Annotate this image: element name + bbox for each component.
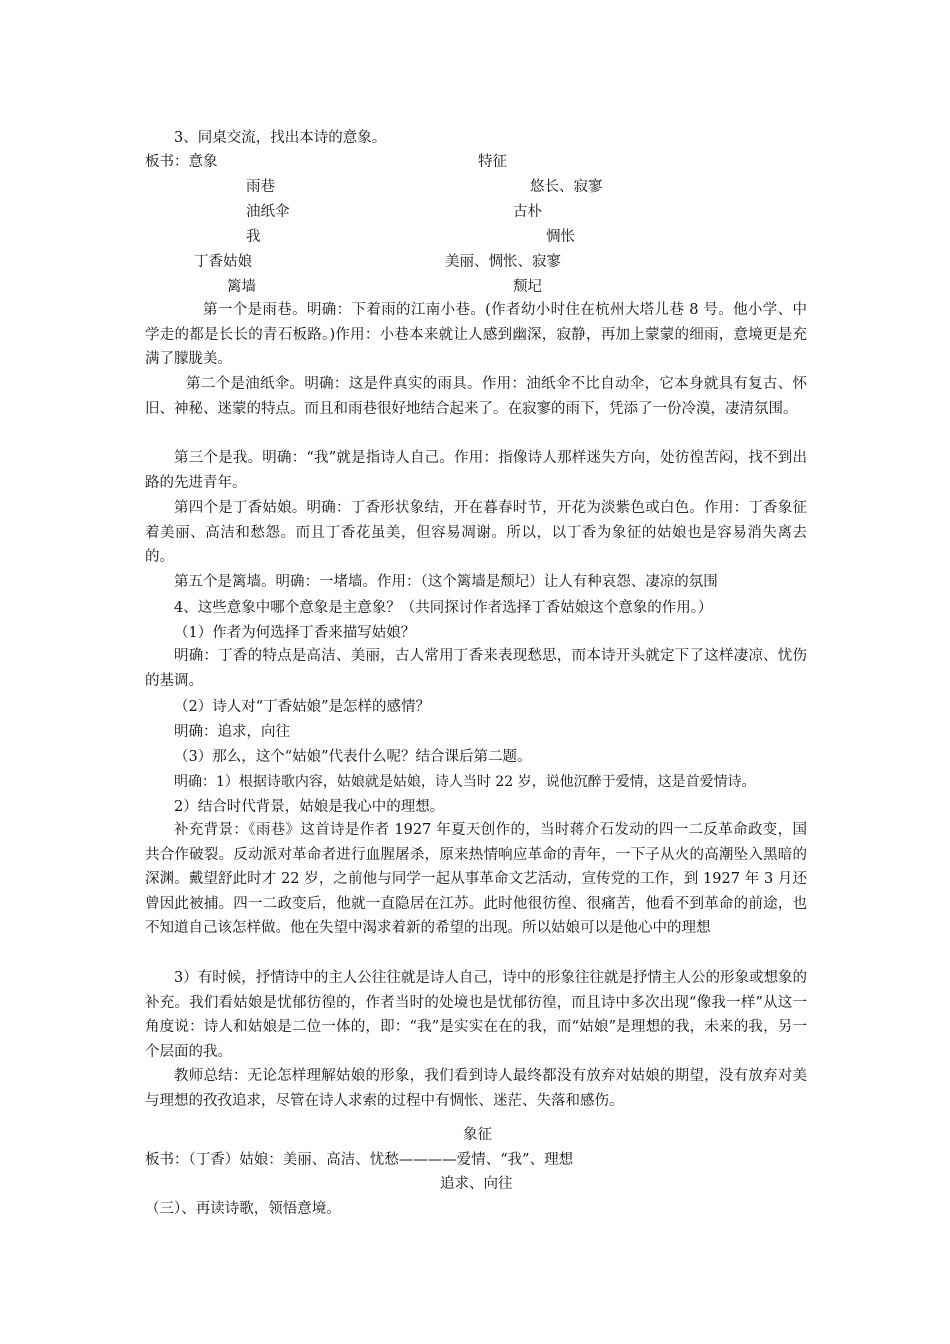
- answer-4-3-part2: 2）结合时代背景，姑娘是我心中的理想。: [174, 799, 445, 815]
- imagery-umbrella: 油纸伞: [246, 204, 290, 220]
- symbol-label: 象征: [463, 1127, 492, 1143]
- step-3-line: 3、同桌交流，找出本诗的意象。: [174, 130, 387, 146]
- paragraph-fence: 第五个是篱墙。明确：一堵墙。作用：（这个篱墙是颓圮）让人有种哀怨、凄凉的氛围: [174, 574, 718, 590]
- teacher-summary: 教师总结：无论怎样理解姑娘的形象，我们看到诗人最终都没有放弃对姑娘的期望，没有放弃对美与理想的孜孜追求，尽管在诗人求索的过程中有惆怅、迷茫、失落和感伤。: [145, 1068, 807, 1109]
- feature-rain-lane: 悠长、寂寥: [530, 179, 603, 195]
- question-4-3: （3）那么，这个“姑娘”代表什么呢？结合课后第二题。: [174, 749, 532, 765]
- answer-4-3-part1: 明确：1）根据诗歌内容，姑娘就是姑娘，诗人当时 22 岁，说他沉醉于爱情，这是首爱情诗。: [174, 774, 756, 790]
- paragraph-rain-lane: 第一个是雨巷。明确：下着雨的江南小巷。(作者幼小时住在杭州大塔儿巷 8 号。他小学、中学走的都是长长的青石板路。)作用：小巷本来就让人感到幽深，寂静，再加上蒙蒙的细雨，意境更是充满了朦胧美。: [145, 302, 807, 367]
- imagery-me: 我: [246, 229, 261, 245]
- feature-lilac-girl: 美丽、惆怅、寂寥: [445, 254, 561, 270]
- feature-fence: 颓圮: [513, 279, 542, 295]
- section-3-heading: （三）、再读诗歌，领悟意境。: [145, 1201, 341, 1217]
- board-feature-header: 特征: [478, 154, 507, 170]
- pursuit-label: 追求、向往: [440, 1176, 513, 1192]
- board-label: 板书：意象: [145, 154, 218, 170]
- answer-4-1: 明确：丁香的特点是高洁、美丽，古人常用丁香来表现愁思，而本诗开头就定下了这样凄凉、忧伤的基调。: [145, 648, 807, 689]
- question-4-2: （2）诗人对“丁香姑娘”是怎样的感情？: [174, 699, 431, 715]
- imagery-lilac-girl: 丁香姑娘: [194, 254, 252, 270]
- imagery-fence: 篱墙: [227, 279, 256, 295]
- question-4-1: （1）作者为何选择丁香来描写姑娘？: [174, 625, 416, 641]
- answer-4-3-part3: 3）有时候，抒情诗中的主人公往往就是诗人自己，诗中的形象往往就是抒情主人公的形象或想象的补充。我们看姑娘是忧郁彷徨的，作者当时的处境也是忧郁彷徨，而且诗中多次出现“像我一样”从这一角度说：诗人和姑娘是二位一体的，即：“我”是实实在在的我，而“姑娘”是理想的我，未来的我，另一个层面的我。: [145, 970, 807, 1060]
- paragraph-umbrella: 第二个是油纸伞。明确：这是件真实的雨具。作用：油纸伞不比自动伞，它本身就具有复古、怀旧、神秘、迷蒙的特点。而且和雨巷很好地结合起来了。在寂寥的雨下，凭添了一份冷漠，凄清氛围。: [145, 376, 807, 417]
- question-4: 4、这些意象中哪个意象是主意象？（共同探讨作者选择丁香姑娘这个意象的作用。）: [174, 600, 713, 616]
- imagery-rain-lane: 雨巷: [246, 179, 275, 195]
- answer-4-2: 明确：追求，向往: [174, 724, 290, 740]
- feature-umbrella: 古朴: [513, 204, 542, 220]
- paragraph-lilac-girl: 第四个是丁香姑娘。明确：丁香形状象结，开在暮春时节，开花为淡紫色或白色。作用：丁香象征着美丽、高洁和愁怨。而且丁香花虽美，但容易凋谢。所以，以丁香为象征的姑娘也是容易消失离去的。: [145, 500, 807, 565]
- board-symbol-line: 板书：（丁香）姑娘：美丽、高洁、忧愁————爱情、“我”、理想: [145, 1152, 574, 1168]
- paragraph-me: 第三个是我。明确：“我”就是指诗人自己。作用：指像诗人那样迷失方向，处彷徨苦闷，找不到出路的先进青年。: [145, 450, 807, 491]
- feature-me: 惆怅: [546, 229, 575, 245]
- background-paragraph: 补充背景：《雨巷》这首诗是作者 1927 年夏天创作的，当时蒋介石发动的四一二反革命政变，国共合作破裂。反动派对革命者进行血腥屠杀，原来热情响应革命的青年，一下子从火的高潮坠入黑暗的深渊。戴望舒此时才 22 岁，之前他与同学一起从事革命文艺活动，宣传党的工作，到 1927 年 3 月还曾因此被捕。四一二政变后，他就一直隐居在江苏。此时他很彷徨、很痛苦，他看不到革命的前途，也不知道自己该怎样做。他在失望中渴求着新的希望的出现。所以姑娘可以是他心中的理想: [145, 822, 807, 936]
